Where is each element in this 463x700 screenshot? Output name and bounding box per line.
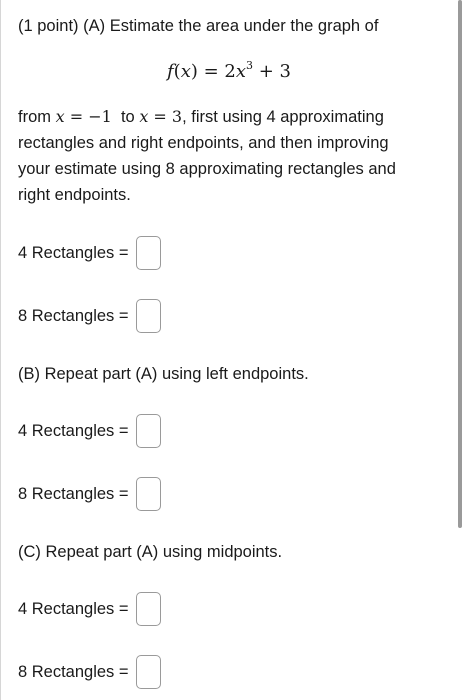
formula-variable-2: x bbox=[235, 61, 247, 82]
function-formula bbox=[1, 60, 457, 84]
part-a-eight-rectangles-label: 8 Rectangles = bbox=[18, 306, 129, 325]
formula-exponent: 3 bbox=[246, 59, 254, 72]
description-line-4: right endpoints. bbox=[18, 186, 131, 204]
description-line-1 bbox=[18, 104, 450, 130]
math-x2: x bbox=[139, 107, 149, 126]
description-line-3: your estimate using 8 approximating rectangles and bbox=[18, 160, 396, 178]
math-x-start bbox=[56, 107, 112, 126]
math-x-end bbox=[139, 107, 182, 126]
description-line-2: rectangles and right endpoints, and then improving bbox=[18, 134, 389, 152]
part-b-eight-rectangles-input[interactable] bbox=[136, 477, 161, 511]
formula-constant: + 3 bbox=[253, 61, 291, 82]
part-c-four-rectangles-row bbox=[18, 591, 161, 627]
part-b-eight-rectangles-row bbox=[18, 476, 161, 512]
vertical-scrollbar[interactable] bbox=[458, 0, 462, 528]
part-c-eight-rectangles-input[interactable] bbox=[136, 655, 161, 689]
formula-paren-close: ) bbox=[190, 61, 198, 82]
formula-paren-open: ( bbox=[173, 61, 181, 82]
part-c-eight-rectangles-row bbox=[18, 654, 161, 690]
function-name: f bbox=[166, 61, 174, 82]
part-c-four-rectangles-label: 4 Rectangles = bbox=[18, 599, 129, 618]
part-b-eight-rectangles-label: 8 Rectangles = bbox=[18, 484, 129, 503]
part-a-eight-rectangles-row bbox=[18, 298, 161, 334]
formula-equals: = bbox=[197, 61, 225, 82]
problem-description bbox=[18, 104, 450, 208]
math-eq1: = −1 bbox=[64, 107, 112, 126]
part-a-four-rectangles-row bbox=[18, 235, 161, 271]
problem-intro: (1 point) (A) Estimate the area under the graph of bbox=[18, 17, 379, 35]
part-a-eight-rectangles-input[interactable] bbox=[136, 299, 161, 333]
text-rest: , first using 4 approximating bbox=[182, 108, 384, 126]
part-c-four-rectangles-input[interactable] bbox=[136, 592, 161, 626]
math-x1: x bbox=[55, 107, 65, 126]
formula-variable: x bbox=[180, 61, 191, 82]
math-eq2: = 3 bbox=[148, 107, 183, 126]
part-b-four-rectangles-label: 4 Rectangles = bbox=[18, 421, 129, 440]
part-b-four-rectangles-input[interactable] bbox=[136, 414, 161, 448]
part-c-heading: (C) Repeat part (A) using midpoints. bbox=[18, 543, 283, 561]
text-to: to bbox=[111, 108, 140, 126]
part-a-four-rectangles-input[interactable] bbox=[136, 236, 161, 270]
part-a-four-rectangles-label: 4 Rectangles = bbox=[18, 243, 129, 262]
part-c-eight-rectangles-label: 8 Rectangles = bbox=[18, 662, 129, 681]
text-from: from bbox=[18, 108, 56, 126]
formula-coefficient: 2 bbox=[224, 61, 236, 82]
part-b-heading: (B) Repeat part (A) using left endpoints. bbox=[18, 365, 309, 383]
part-b-four-rectangles-row bbox=[18, 413, 161, 449]
